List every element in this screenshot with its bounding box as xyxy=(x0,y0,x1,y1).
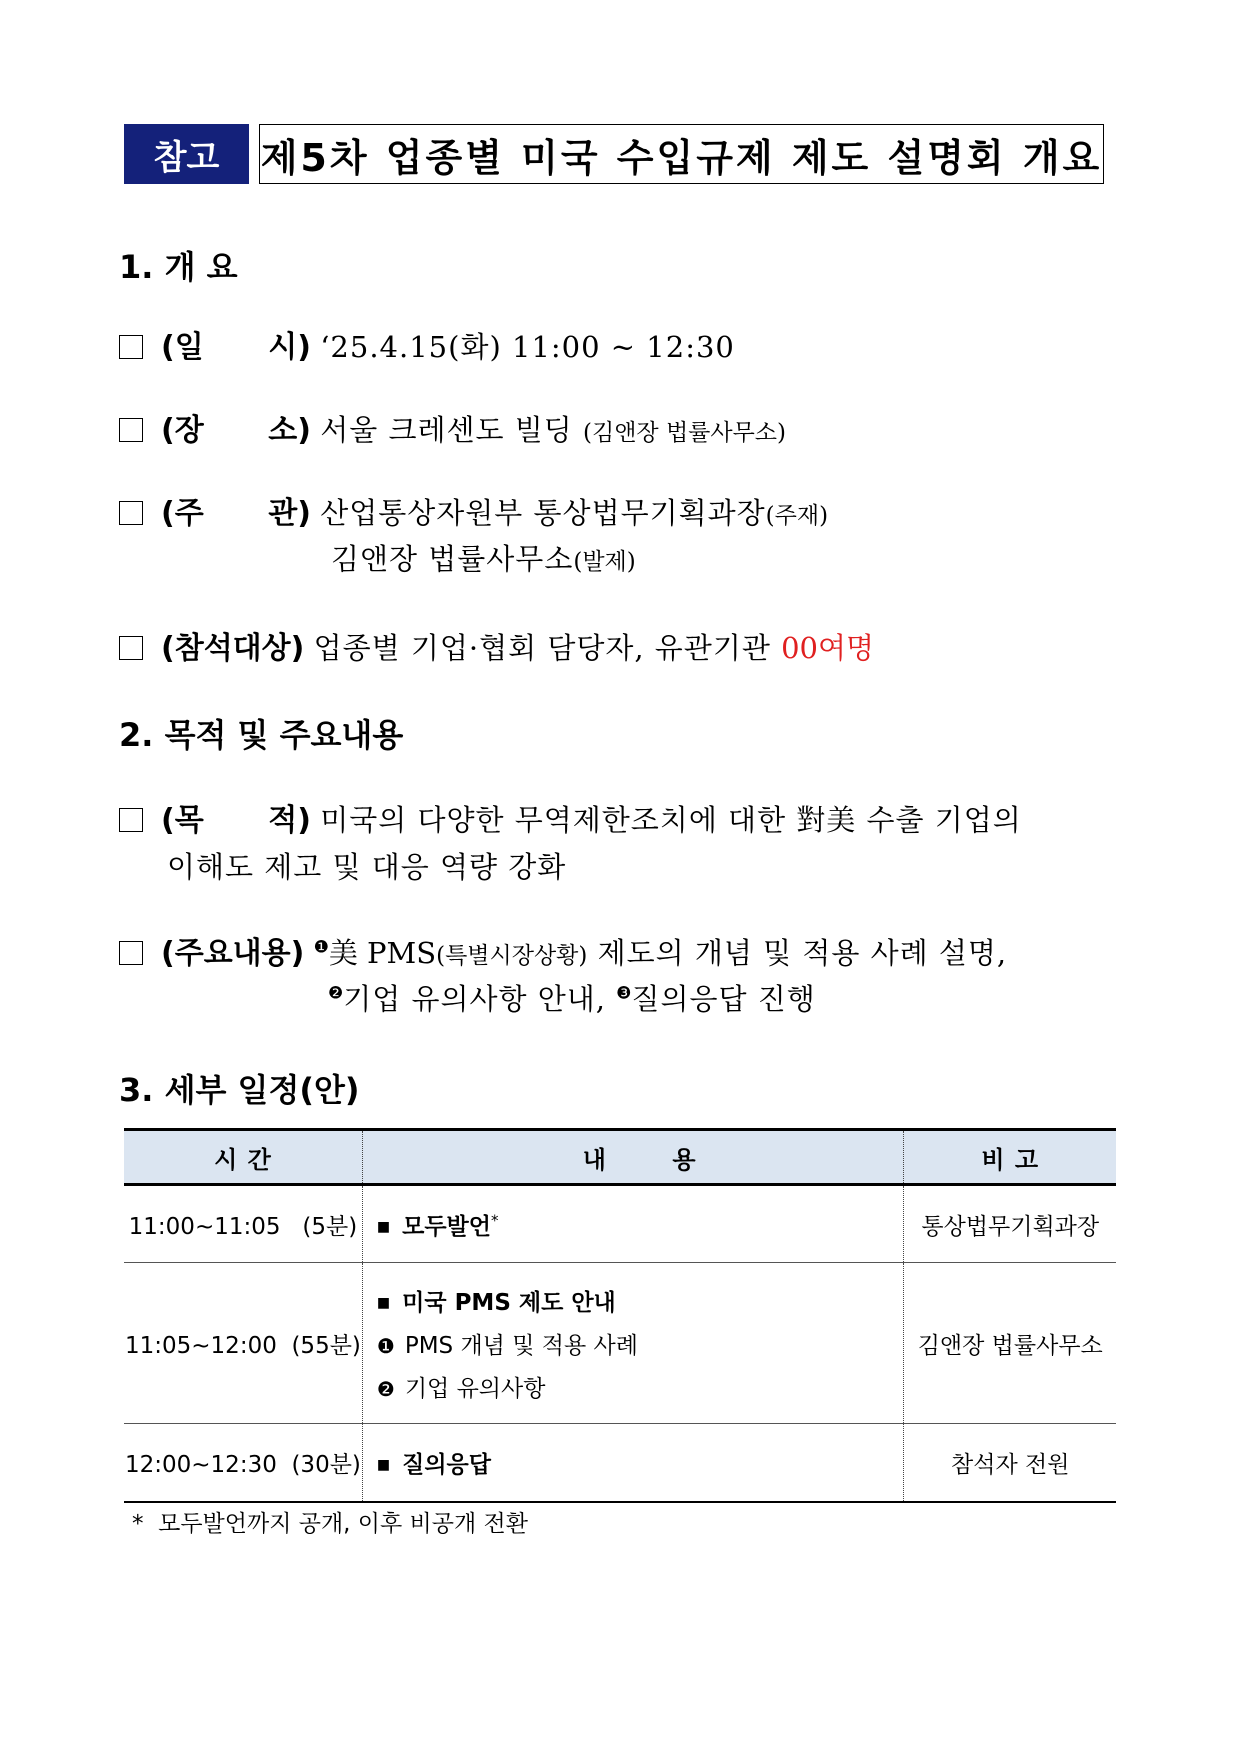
row-note: 김앤장 법률사무소 xyxy=(904,1263,1116,1424)
section-1-heading: 1. 개 요 xyxy=(119,248,238,286)
content-1a: 美 PMS xyxy=(328,936,437,970)
row-sub-1: PMS 개념 및 적용 사례 xyxy=(404,1332,638,1359)
number-1-icon: ❶ xyxy=(376,1333,395,1358)
table-header-row xyxy=(124,1130,1116,1185)
content-3: 질의응답 진행 xyxy=(631,982,816,1016)
checkbox-icon xyxy=(119,636,143,660)
item-key-a: (목 xyxy=(161,803,204,838)
content-1c: 제도의 개념 및 적용 사례 설명, xyxy=(587,936,1008,970)
column-header-note: 비 고 xyxy=(904,1130,1116,1185)
item-key-b: 시) xyxy=(268,330,311,365)
table-row xyxy=(124,1185,1116,1263)
item-note-2: (발제) xyxy=(573,549,636,575)
item-attendees xyxy=(119,623,874,667)
item-date xyxy=(119,322,735,366)
table-row xyxy=(124,1263,1116,1424)
section-2-heading: 2. 목적 및 주요내용 xyxy=(119,716,404,754)
number-2-icon: ❷ xyxy=(376,1376,395,1401)
item-purpose xyxy=(119,795,1022,839)
row-content xyxy=(362,1185,904,1263)
row-note: 통상법무기획과장 xyxy=(904,1185,1116,1263)
bullet-icon: ■ xyxy=(376,1456,391,1473)
row-time: 11:00~11:05 (5분) xyxy=(124,1185,362,1263)
item-key-a: (일 xyxy=(161,330,204,365)
bullet-icon: ■ xyxy=(376,1218,391,1235)
content-2: 기업 유의사항 안내, xyxy=(343,982,617,1016)
row-content xyxy=(362,1424,904,1502)
item-location xyxy=(119,405,786,449)
column-header-time: 시 간 xyxy=(124,1130,362,1185)
row-main: 질의응답 xyxy=(402,1451,491,1478)
item-key-b: 적) xyxy=(268,803,311,838)
row-main: 모두발언 xyxy=(402,1213,491,1240)
item-key-b: 소) xyxy=(268,413,311,448)
checkbox-icon xyxy=(119,501,143,525)
item-purpose-line2 xyxy=(167,845,566,886)
item-main-content xyxy=(119,928,1007,972)
checkbox-icon xyxy=(119,335,143,359)
item-note: (주재) xyxy=(765,503,829,529)
content-1b: (특별시장상황) xyxy=(436,943,588,969)
item-value: 산업통상자원부 통상법무기획과장 xyxy=(320,496,766,530)
item-key-a: (장 xyxy=(161,413,204,448)
footnote: * 모두발언까지 공개, 이후 비공개 전환 xyxy=(132,1511,528,1537)
item-main-content-line2 xyxy=(328,977,816,1018)
item-host-line2 xyxy=(331,537,636,578)
item-value-highlight: 00여명 xyxy=(781,631,875,665)
item-note: (김앤장 법률사무소) xyxy=(583,420,787,446)
row-content xyxy=(362,1263,904,1424)
row-time: 11:05~12:00 (55분) xyxy=(124,1263,362,1424)
number-2-icon: ❷ xyxy=(328,983,344,1004)
footnote-mark: * xyxy=(491,1210,499,1229)
checkbox-icon xyxy=(119,808,143,832)
item-key-b: 관) xyxy=(268,496,311,531)
reference-badge: 참고 xyxy=(124,124,249,184)
table-row xyxy=(124,1424,1116,1502)
item-value: ‘25.4.15(화) 11:00 ~ 12:30 xyxy=(320,330,735,364)
bullet-icon: ■ xyxy=(376,1294,391,1311)
column-header-content: 내 용 xyxy=(362,1130,904,1185)
schedule-table xyxy=(124,1128,1116,1503)
row-note: 참석자 전원 xyxy=(904,1424,1116,1502)
row-time: 12:00~12:30 (30분) xyxy=(124,1424,362,1502)
checkbox-icon xyxy=(119,941,143,965)
item-value: 업종별 기업·협회 담당자, 유관기관 xyxy=(313,631,782,665)
section-3-heading: 3. 세부 일정(안) xyxy=(119,1071,360,1109)
item-value-2: 김앤장 법률사무소 xyxy=(331,542,574,576)
item-key: (주요내용) xyxy=(161,936,305,971)
row-sub-2: 기업 유의사항 xyxy=(404,1375,546,1402)
number-3-icon: ❸ xyxy=(616,983,632,1004)
item-value: 서울 크레센도 빌딩 xyxy=(320,413,583,447)
row-main: 미국 PMS 제도 안내 xyxy=(402,1289,616,1316)
item-value: 미국의 다양한 무역제한조치에 대한 對美 수출 기업의 xyxy=(320,803,1022,837)
item-key-a: (주 xyxy=(161,496,204,531)
item-value-2: 이해도 제고 및 대응 역량 강화 xyxy=(167,850,567,884)
item-key: (참석대상) xyxy=(161,631,305,666)
checkbox-icon xyxy=(119,418,143,442)
document-title: 제5차 업종별 미국 수입규제 제도 설명회 개요 xyxy=(259,124,1104,184)
item-host xyxy=(119,488,828,532)
number-1-icon: ❶ xyxy=(313,937,329,958)
